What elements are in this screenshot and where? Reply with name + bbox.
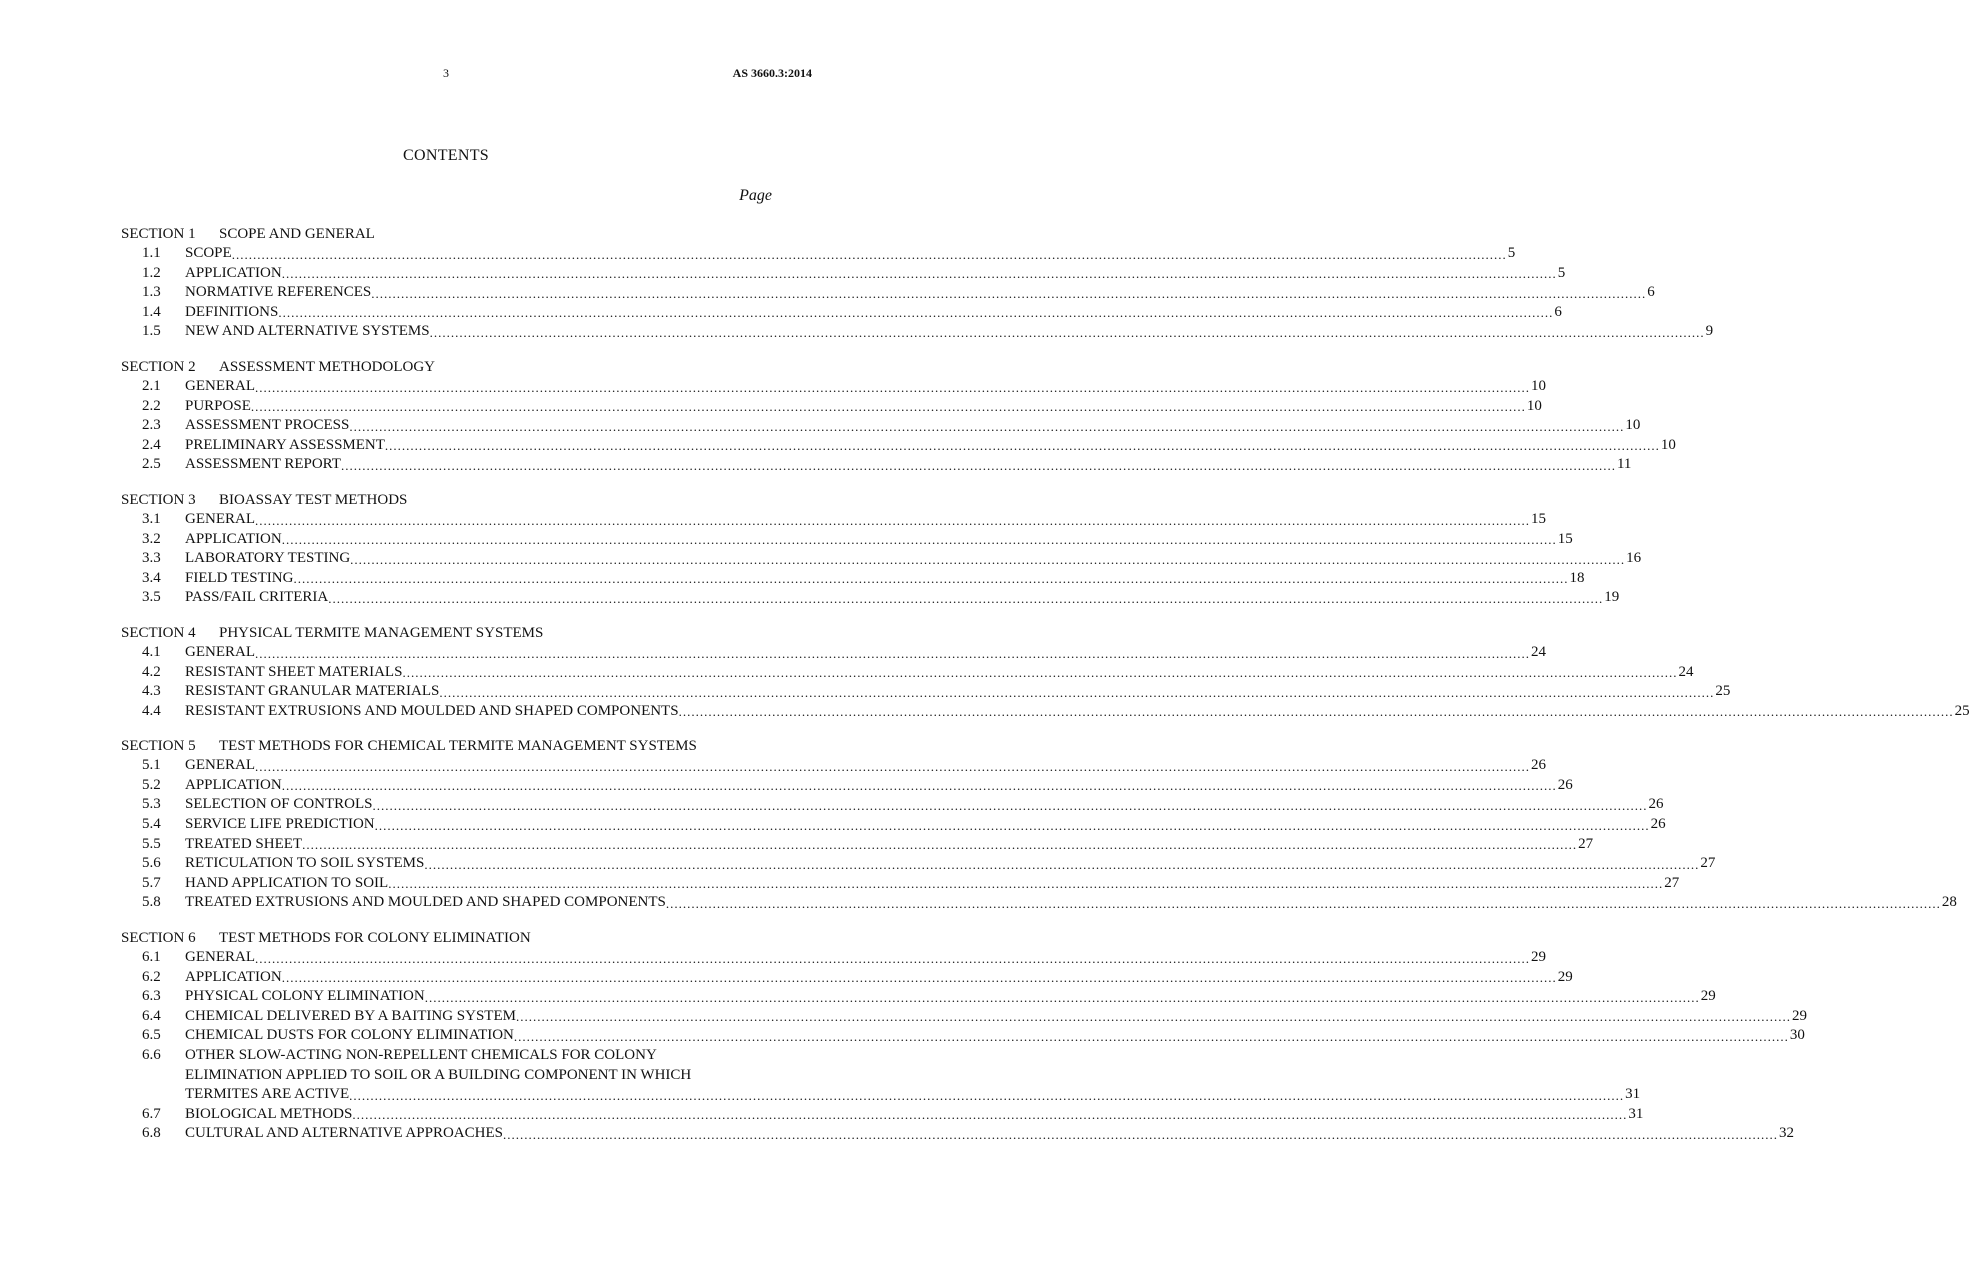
section-heading[interactable] xyxy=(121,736,772,756)
section-heading[interactable] xyxy=(121,928,772,948)
section-number: SECTION 4 xyxy=(121,624,196,641)
section-heading[interactable] xyxy=(121,224,772,244)
entry-title: BIOLOGICAL METHODS xyxy=(185,1105,353,1122)
toc-entry[interactable] xyxy=(121,815,1666,835)
toc-entry[interactable] xyxy=(121,1124,1794,1144)
toc-entry[interactable] xyxy=(121,283,1655,303)
entry-page-number: 15 xyxy=(1557,530,1573,547)
entry-number: 6.4 xyxy=(142,1007,161,1024)
dot-leader: ............................................................................................................................................................................................................................................................................................................ xyxy=(439,684,1715,700)
entry-title: APPLICATION xyxy=(185,530,282,547)
dot-leader: ............................................................................................................................................................................................................................................................................................................ xyxy=(402,665,1678,681)
entry-title: RESISTANT GRANULAR MATERIALS xyxy=(185,683,440,700)
toc-entry[interactable] xyxy=(121,397,1542,417)
entry-page-number: 24 xyxy=(1678,663,1694,680)
toc-section xyxy=(121,224,1714,342)
dot-leader: ............................................................................................................................................................................................................................................................................................................ xyxy=(255,645,1530,661)
toc-entry[interactable] xyxy=(121,264,1566,284)
dot-leader: ............................................................................................................................................................................................................................................................................................................ xyxy=(350,551,1626,567)
entry-page-number: 31 xyxy=(1628,1105,1644,1122)
toc-entry[interactable] xyxy=(121,549,1642,569)
entry-number: 5.6 xyxy=(142,855,161,872)
toc-entry[interactable] xyxy=(121,303,1562,323)
section-number: SECTION 3 xyxy=(121,491,196,508)
section-number: SECTION 5 xyxy=(121,738,196,755)
entry-number: 2.2 xyxy=(142,397,161,414)
entry-number: 1.4 xyxy=(142,303,161,320)
dot-leader: ............................................................................................................................................................................................................................................................................................................ xyxy=(281,970,1557,986)
entry-title: FIELD TESTING xyxy=(185,569,294,586)
toc-section xyxy=(121,736,1957,913)
toc-entry[interactable] xyxy=(121,510,1546,530)
entry-number: 2.3 xyxy=(142,417,161,434)
dot-leader: ............................................................................................................................................................................................................................................................................................................ xyxy=(349,1087,1625,1103)
entry-number: 5.1 xyxy=(142,757,161,774)
section-heading[interactable] xyxy=(121,623,772,643)
entry-title: NORMATIVE REFERENCES xyxy=(185,284,372,301)
entry-title: TREATED EXTRUSIONS AND MOULDED AND SHAPED COMPONENTS xyxy=(185,894,666,911)
entry-page-number: 15 xyxy=(1531,510,1546,527)
section-title: TEST METHODS FOR CHEMICAL TERMITE MANAGEMENT SYSTEMS xyxy=(219,738,697,755)
dot-leader: ............................................................................................................................................................................................................................................................................................................ xyxy=(255,379,1530,395)
dot-leader: ............................................................................................................................................................................................................................................................................................................ xyxy=(678,704,1954,720)
entry-number: 3.5 xyxy=(142,589,161,606)
entry-number: 2.1 xyxy=(142,377,161,394)
entry-page-number: 18 xyxy=(1569,569,1585,586)
toc-entry[interactable] xyxy=(121,835,1594,855)
page-number: 3 xyxy=(443,66,449,80)
entry-page-number: 6 xyxy=(1554,303,1562,320)
entry-number: 3.4 xyxy=(142,569,161,586)
toc-entry[interactable] xyxy=(121,663,1694,683)
toc-section xyxy=(121,623,1970,721)
entry-title: PRELIMINARY ASSESSMENT xyxy=(185,436,385,453)
dot-leader: ............................................................................................................................................................................................................................................................................................................ xyxy=(513,1029,1789,1044)
entry-page-number: 31 xyxy=(1625,1086,1641,1103)
entry-number: 6.1 xyxy=(142,949,161,966)
entry-page-number: 9 xyxy=(1705,323,1714,340)
entry-page-number: 10 xyxy=(1531,377,1546,394)
dot-leader: ............................................................................................................................................................................................................................................................................................................ xyxy=(340,457,1616,473)
entry-page-number: 29 xyxy=(1557,968,1573,985)
entry-number: 6.6 xyxy=(142,1047,161,1063)
entry-title: ASSESSMENT REPORT xyxy=(185,456,341,473)
entry-page-number: 27 xyxy=(1578,835,1594,852)
entry-title: PASS/FAIL CRITERIA xyxy=(185,589,329,606)
table-of-contents xyxy=(121,224,1970,1159)
entry-page-number: 16 xyxy=(1626,550,1642,567)
dot-leader: ............................................................................................................................................................................................................................................................................................................ xyxy=(255,758,1530,774)
entry-number: 5.8 xyxy=(142,894,161,911)
entry-page-number: 5 xyxy=(1507,245,1516,261)
dot-leader: ............................................................................................................................................................................................................................................................................................................ xyxy=(328,590,1604,606)
entry-number: 1.1 xyxy=(142,245,161,261)
toc-entry[interactable] xyxy=(121,569,1585,589)
entry-title: GENERAL xyxy=(185,377,255,394)
toc-entry[interactable] xyxy=(121,776,1573,796)
toc-entry[interactable] xyxy=(121,795,1664,815)
entry-page-number: 26 xyxy=(1648,796,1664,813)
entry-page-number: 11 xyxy=(1616,456,1632,473)
entry-page-number: 19 xyxy=(1604,589,1620,606)
entry-title: GENERAL xyxy=(185,757,255,774)
dot-leader: ............................................................................................................................................................................................................................................................................................................ xyxy=(281,778,1557,794)
toc-entry[interactable] xyxy=(121,377,1546,397)
dot-leader: ............................................................................................................................................................................................................................................................................................................ xyxy=(424,989,1700,1005)
section-title: SCOPE AND GENERAL xyxy=(219,226,375,242)
dot-leader: ............................................................................................................................................................................................................................................................................................................ xyxy=(255,950,1530,966)
entry-title: DEFINITIONS xyxy=(185,303,279,320)
section-title: ASSESSMENT METHODOLOGY xyxy=(219,358,435,375)
entry-title: GENERAL xyxy=(185,643,255,660)
dot-leader: ............................................................................................................................................................................................................................................................................................................ xyxy=(349,418,1625,434)
toc-entry[interactable] xyxy=(121,588,1620,608)
entry-page-number: 26 xyxy=(1650,816,1666,833)
toc-entry[interactable] xyxy=(121,416,1641,436)
dot-leader: ............................................................................................................................................................................................................................................................................................................ xyxy=(384,438,1660,454)
entry-number: 5.3 xyxy=(142,796,161,813)
entry-number: 5.4 xyxy=(142,816,161,833)
entry-number: 2.4 xyxy=(142,436,161,453)
entry-page-number: 29 xyxy=(1531,949,1546,966)
toc-entry[interactable] xyxy=(121,756,1546,776)
entry-page-number: 10 xyxy=(1526,397,1542,414)
toc-entry[interactable] xyxy=(121,322,1714,342)
section-heading[interactable] xyxy=(121,490,772,510)
entry-number: 4.1 xyxy=(142,643,161,660)
dot-leader: ............................................................................................................................................................................................................................................................................................................ xyxy=(281,266,1557,282)
entry-title: RESISTANT EXTRUSIONS AND MOULDED AND SHAPED COMPONENTS xyxy=(185,702,679,719)
dot-leader: ............................................................................................................................................................................................................................................................................................................ xyxy=(388,876,1664,892)
toc-entry[interactable] xyxy=(121,948,1546,968)
toc-entry[interactable] xyxy=(121,244,1516,264)
section-number: SECTION 2 xyxy=(121,358,196,375)
entry-title: GENERAL xyxy=(185,510,255,527)
toc-entry[interactable] xyxy=(121,874,1680,894)
toc-entry[interactable] xyxy=(121,854,1716,874)
section-title: BIOASSAY TEST METHODS xyxy=(219,491,408,508)
entry-page-number: 6 xyxy=(1647,284,1655,301)
dot-leader: ............................................................................................................................................................................................................................................................................................................ xyxy=(278,305,1554,321)
entry-title: TERMITES ARE ACTIVE xyxy=(185,1086,350,1103)
toc-section xyxy=(121,357,1676,475)
dot-leader: ............................................................................................................................................................................................................................................................................................................ xyxy=(281,532,1557,548)
entry-page-number: 32 xyxy=(1778,1125,1794,1142)
entry-title: CULTURAL AND ALTERNATIVE APPROACHES xyxy=(185,1125,503,1142)
entry-page-number: 26 xyxy=(1531,757,1546,774)
dot-leader: ............................................................................................................................................................................................................................................................................................................ xyxy=(231,246,1507,262)
dot-leader: ............................................................................................................................................................................................................................................................................................................ xyxy=(665,896,1941,912)
toc-entry[interactable] xyxy=(121,1007,1807,1027)
entry-number: 6.2 xyxy=(142,968,161,985)
entry-number: 6.7 xyxy=(142,1105,161,1122)
entry-number: 5.2 xyxy=(142,776,161,793)
entry-number: 1.3 xyxy=(142,284,161,301)
section-heading[interactable] xyxy=(121,357,772,377)
entry-number: 1.2 xyxy=(142,264,161,281)
entry-number: 5.7 xyxy=(142,874,161,891)
toc-entry[interactable] xyxy=(121,682,1731,702)
entry-page-number: 5 xyxy=(1557,264,1566,281)
toc-entry[interactable] xyxy=(121,1026,1805,1046)
entry-title: APPLICATION xyxy=(185,264,282,281)
entry-page-number: 29 xyxy=(1791,1007,1807,1024)
entry-number: 2.5 xyxy=(142,456,161,473)
entry-page-number: 27 xyxy=(1700,855,1716,872)
entry-title: SELECTION OF CONTROLS xyxy=(185,796,373,813)
toc-section xyxy=(121,490,1642,608)
entry-page-number: 25 xyxy=(1715,683,1731,700)
entry-number: 6.5 xyxy=(142,1027,161,1044)
entry-title: HAND APPLICATION TO SOIL xyxy=(185,874,389,891)
entry-title: ASSESSMENT PROCESS xyxy=(185,417,350,434)
toc-entry[interactable] xyxy=(121,436,1676,456)
dot-leader: ............................................................................................................................................................................................................................................................................................................ xyxy=(293,571,1569,587)
dot-leader: ............................................................................................................................................................................................................................................................................................................ xyxy=(371,285,1647,301)
contents-title: CONTENTS xyxy=(403,147,489,164)
entry-title: APPLICATION xyxy=(185,776,282,793)
toc-entry[interactable] xyxy=(121,643,1546,663)
entry-title: NEW AND ALTERNATIVE SYSTEMS xyxy=(185,323,430,340)
entry-page-number: 28 xyxy=(1941,894,1957,911)
toc-entry[interactable] xyxy=(121,987,1716,1007)
section-title: PHYSICAL TERMITE MANAGEMENT SYSTEMS xyxy=(219,624,544,641)
entry-number: 6.8 xyxy=(142,1125,161,1142)
dot-leader: ............................................................................................................................................................................................................................................................................................................ xyxy=(302,837,1578,853)
entry-title: APPLICATION xyxy=(185,968,282,985)
toc-entry[interactable] xyxy=(121,893,1957,913)
toc-entry[interactable] xyxy=(121,1105,1644,1125)
entry-title: RESISTANT SHEET MATERIALS xyxy=(185,663,403,680)
entry-page-number: 25 xyxy=(1954,702,1970,719)
entry-number: 4.4 xyxy=(142,702,161,719)
page-column-label: Page xyxy=(739,187,772,204)
entry-title: TREATED SHEET xyxy=(185,835,303,852)
entry-title-line: ELIMINATION APPLIED TO SOIL OR A BUILDING COMPONENT IN WHICH xyxy=(185,1066,692,1083)
dot-leader: ............................................................................................................................................................................................................................................................................................................ xyxy=(255,512,1530,528)
entry-number: 6.3 xyxy=(142,988,161,1005)
dot-leader: ............................................................................................................................................................................................................................................................................................................ xyxy=(515,1009,1791,1025)
entry-title: CHEMICAL DELIVERED BY A BAITING SYSTEM xyxy=(185,1007,516,1024)
dot-leader: ............................................................................................................................................................................................................................................................................................................ xyxy=(250,399,1526,415)
entry-title: PURPOSE xyxy=(185,397,251,414)
entry-page-number: 27 xyxy=(1664,874,1680,891)
entry-title-line: OTHER SLOW-ACTING NON-REPELLENT CHEMICALS FOR COLONY xyxy=(185,1047,657,1063)
dot-leader: ............................................................................................................................................................................................................................................................................................................ xyxy=(374,817,1650,833)
toc-entry[interactable] xyxy=(121,702,1970,722)
document-id: AS 3660.3:2014 xyxy=(732,66,812,80)
dot-leader: ............................................................................................................................................................................................................................................................................................................ xyxy=(372,798,1648,814)
entry-title: CHEMICAL DUSTS FOR COLONY ELIMINATION xyxy=(185,1027,514,1044)
entry-number: 5.5 xyxy=(142,835,161,852)
entry-number: 4.3 xyxy=(142,683,161,700)
toc-entry[interactable] xyxy=(121,968,1573,988)
entry-page-number: 30 xyxy=(1789,1027,1805,1044)
entry-title: SCOPE xyxy=(185,245,232,261)
entry-number: 3.3 xyxy=(142,550,161,567)
dot-leader: ............................................................................................................................................................................................................................................................................................................ xyxy=(502,1126,1778,1142)
section-number: SECTION 6 xyxy=(121,930,196,947)
entry-page-number: 26 xyxy=(1557,776,1573,793)
entry-number: 1.5 xyxy=(142,323,161,340)
toc-entry[interactable] xyxy=(121,530,1573,550)
entry-page-number: 24 xyxy=(1531,643,1546,660)
entry-title: PHYSICAL COLONY ELIMINATION xyxy=(185,988,425,1005)
entry-page-number: 29 xyxy=(1700,988,1716,1005)
entry-title: SERVICE LIFE PREDICTION xyxy=(185,816,375,833)
entry-page-number: 10 xyxy=(1625,417,1641,434)
entry-page-number: 10 xyxy=(1660,436,1676,453)
entry-number: 4.2 xyxy=(142,663,161,680)
entry-number: 3.2 xyxy=(142,530,161,547)
dot-leader: ............................................................................................................................................................................................................................................................................................................ xyxy=(352,1107,1628,1123)
section-title: TEST METHODS FOR COLONY ELIMINATION xyxy=(219,930,531,947)
toc-entry[interactable] xyxy=(121,1046,1641,1105)
entry-title: GENERAL xyxy=(185,949,255,966)
dot-leader: ............................................................................................................................................................................................................................................................................................................ xyxy=(424,856,1700,872)
section-number: SECTION 1 xyxy=(121,226,196,242)
dot-leader: ............................................................................................................................................................................................................................................................................................................ xyxy=(429,324,1705,340)
entry-title: RETICULATION TO SOIL SYSTEMS xyxy=(185,855,425,872)
entry-number: 3.1 xyxy=(142,510,161,527)
entry-title: LABORATORY TESTING xyxy=(185,550,351,567)
toc-entry[interactable] xyxy=(121,455,1632,475)
toc-section xyxy=(121,928,1807,1144)
